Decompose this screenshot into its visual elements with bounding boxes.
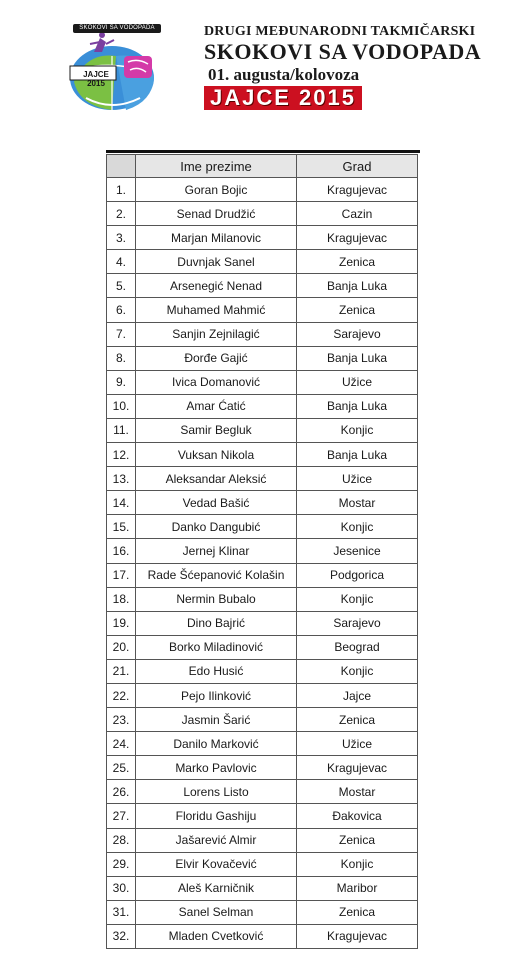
table-row — [107, 924, 418, 948]
participant-name: Sanel Selman — [136, 900, 297, 924]
table-row — [107, 611, 418, 635]
participant-name: Edo Husić — [136, 659, 297, 683]
participant-city: Banja Luka — [297, 394, 418, 418]
table-row — [107, 659, 418, 683]
participant-city: Jajce — [297, 683, 418, 707]
row-number: 23. — [107, 708, 136, 732]
row-number: 12. — [107, 443, 136, 467]
row-number: 32. — [107, 924, 136, 948]
participant-city: Cazin — [297, 202, 418, 226]
participant-city: Kragujevac — [297, 178, 418, 202]
participant-city: Banja Luka — [297, 346, 418, 370]
logo-caption: SKOKOVI SA VODOPADA — [73, 24, 161, 33]
participant-city: Maribor — [297, 876, 418, 900]
row-number: 7. — [107, 322, 136, 346]
participant-name: Lorens Listo — [136, 780, 297, 804]
participant-city: Zenica — [297, 828, 418, 852]
row-number: 22. — [107, 683, 136, 707]
table-row — [107, 178, 418, 202]
participant-name: Amar Ćatić — [136, 394, 297, 418]
participant-city: Kragujevac — [297, 226, 418, 250]
table-row — [107, 563, 418, 587]
table-row — [107, 346, 418, 370]
row-number: 8. — [107, 346, 136, 370]
row-number: 4. — [107, 250, 136, 274]
participant-name: Samir Begluk — [136, 418, 297, 442]
participant-name: Borko Miladinović — [136, 635, 297, 659]
row-number: 1. — [107, 178, 136, 202]
participant-name: Pejo Ilinković — [136, 683, 297, 707]
event-location-year: JAJCE 2015 — [204, 86, 362, 110]
event-logo — [66, 22, 162, 112]
participant-city: Jesenice — [297, 539, 418, 563]
table-row — [107, 322, 418, 346]
row-number: 2. — [107, 202, 136, 226]
table-row — [107, 756, 418, 780]
participant-city: Sarajevo — [297, 611, 418, 635]
participant-city: Zenica — [297, 900, 418, 924]
participant-name: Ivica Domanović — [136, 370, 297, 394]
participant-name: Muhamed Mahmić — [136, 298, 297, 322]
table-row — [107, 780, 418, 804]
participants-table — [106, 154, 418, 949]
participant-city: Beograd — [297, 635, 418, 659]
participant-name: Elvir Kovačević — [136, 852, 297, 876]
participant-name: Goran Bojic — [136, 178, 297, 202]
table-row — [107, 683, 418, 707]
table-row — [107, 828, 418, 852]
table-row — [107, 491, 418, 515]
table-row — [107, 467, 418, 491]
table-header-row — [107, 155, 418, 178]
row-number: 13. — [107, 467, 136, 491]
row-number: 20. — [107, 635, 136, 659]
participant-name: Mladen Cvetković — [136, 924, 297, 948]
participant-city: Užice — [297, 732, 418, 756]
row-number: 3. — [107, 226, 136, 250]
participant-name: Dino Bajrić — [136, 611, 297, 635]
row-number: 29. — [107, 852, 136, 876]
participant-city: Đakovica — [297, 804, 418, 828]
table-row — [107, 515, 418, 539]
table-row — [107, 852, 418, 876]
participant-city: Sarajevo — [297, 322, 418, 346]
row-number: 25. — [107, 756, 136, 780]
participant-city: Zenica — [297, 708, 418, 732]
table-row — [107, 298, 418, 322]
participant-name: Marko Pavlovic — [136, 756, 297, 780]
row-number: 26. — [107, 780, 136, 804]
table-row — [107, 732, 418, 756]
participant-name: Senad Drudžić — [136, 202, 297, 226]
table-row — [107, 202, 418, 226]
table-row — [107, 443, 418, 467]
participant-name: Aleš Karničnik — [136, 876, 297, 900]
participant-city: Banja Luka — [297, 274, 418, 298]
participant-name: Jašarević Almir — [136, 828, 297, 852]
participant-city: Zenica — [297, 298, 418, 322]
row-number: 27. — [107, 804, 136, 828]
participant-city: Užice — [297, 467, 418, 491]
row-number: 10. — [107, 394, 136, 418]
participant-name: Nermin Bubalo — [136, 587, 297, 611]
row-number: 30. — [107, 876, 136, 900]
participant-city: Konjic — [297, 659, 418, 683]
table-row — [107, 250, 418, 274]
participant-city: Konjic — [297, 418, 418, 442]
table-row — [107, 418, 418, 442]
row-number: 31. — [107, 900, 136, 924]
table-row — [107, 394, 418, 418]
participant-name: Danko Dangubić — [136, 515, 297, 539]
participant-city: Zenica — [297, 250, 418, 274]
participant-city: Konjic — [297, 587, 418, 611]
event-date: 01. augusta/kolovoza — [208, 65, 360, 84]
participant-city: Kragujevac — [297, 756, 418, 780]
row-number: 15. — [107, 515, 136, 539]
column-header-city: Grad — [297, 155, 418, 178]
participant-name: Duvnjak Sanel — [136, 250, 297, 274]
table-row — [107, 804, 418, 828]
participant-name: Aleksandar Aleksić — [136, 467, 297, 491]
table-row — [107, 587, 418, 611]
participant-city: Mostar — [297, 780, 418, 804]
column-header-number — [107, 155, 136, 178]
row-number: 28. — [107, 828, 136, 852]
participant-name: Marjan Milanovic — [136, 226, 297, 250]
event-title: SKOKOVI SA VODOPADA — [204, 39, 482, 64]
row-number: 5. — [107, 274, 136, 298]
participant-name: Jernej Klinar — [136, 539, 297, 563]
participant-city: Mostar — [297, 491, 418, 515]
logo-label: JAJCE 2015 — [83, 70, 109, 88]
table-row — [107, 635, 418, 659]
table-row — [107, 708, 418, 732]
participant-name: Rade Šćepanović Kolašin — [136, 563, 297, 587]
column-header-name: Ime prezime — [136, 155, 297, 178]
table-row — [107, 274, 418, 298]
participant-city: Banja Luka — [297, 443, 418, 467]
participant-name: Vuksan Nikola — [136, 443, 297, 467]
participant-city: Podgorica — [297, 563, 418, 587]
row-number: 24. — [107, 732, 136, 756]
participant-city: Konjic — [297, 852, 418, 876]
row-number: 11. — [107, 418, 136, 442]
participant-city: Kragujevac — [297, 924, 418, 948]
participant-name: Arsenegić Nenad — [136, 274, 297, 298]
table-row — [107, 900, 418, 924]
row-number: 19. — [107, 611, 136, 635]
participant-city: Užice — [297, 370, 418, 394]
event-subtitle: DRUGI MEĐUNARODNI TAKMIČARSKI — [204, 24, 476, 39]
participant-name: Floridu Gashiju — [136, 804, 297, 828]
participant-name: Đorđe Gajić — [136, 346, 297, 370]
row-number: 14. — [107, 491, 136, 515]
row-number: 16. — [107, 539, 136, 563]
table-row — [107, 370, 418, 394]
table-row — [107, 226, 418, 250]
participant-name: Danilo Marković — [136, 732, 297, 756]
row-number: 21. — [107, 659, 136, 683]
row-number: 6. — [107, 298, 136, 322]
participant-name: Sanjin Zejnilagić — [136, 322, 297, 346]
participant-city: Konjic — [297, 515, 418, 539]
participant-name: Vedad Bašić — [136, 491, 297, 515]
participant-name: Jasmin Šarić — [136, 708, 297, 732]
row-number: 9. — [107, 370, 136, 394]
table-row — [107, 876, 418, 900]
table-top-rule — [106, 150, 420, 153]
table-row — [107, 539, 418, 563]
row-number: 17. — [107, 563, 136, 587]
row-number: 18. — [107, 587, 136, 611]
